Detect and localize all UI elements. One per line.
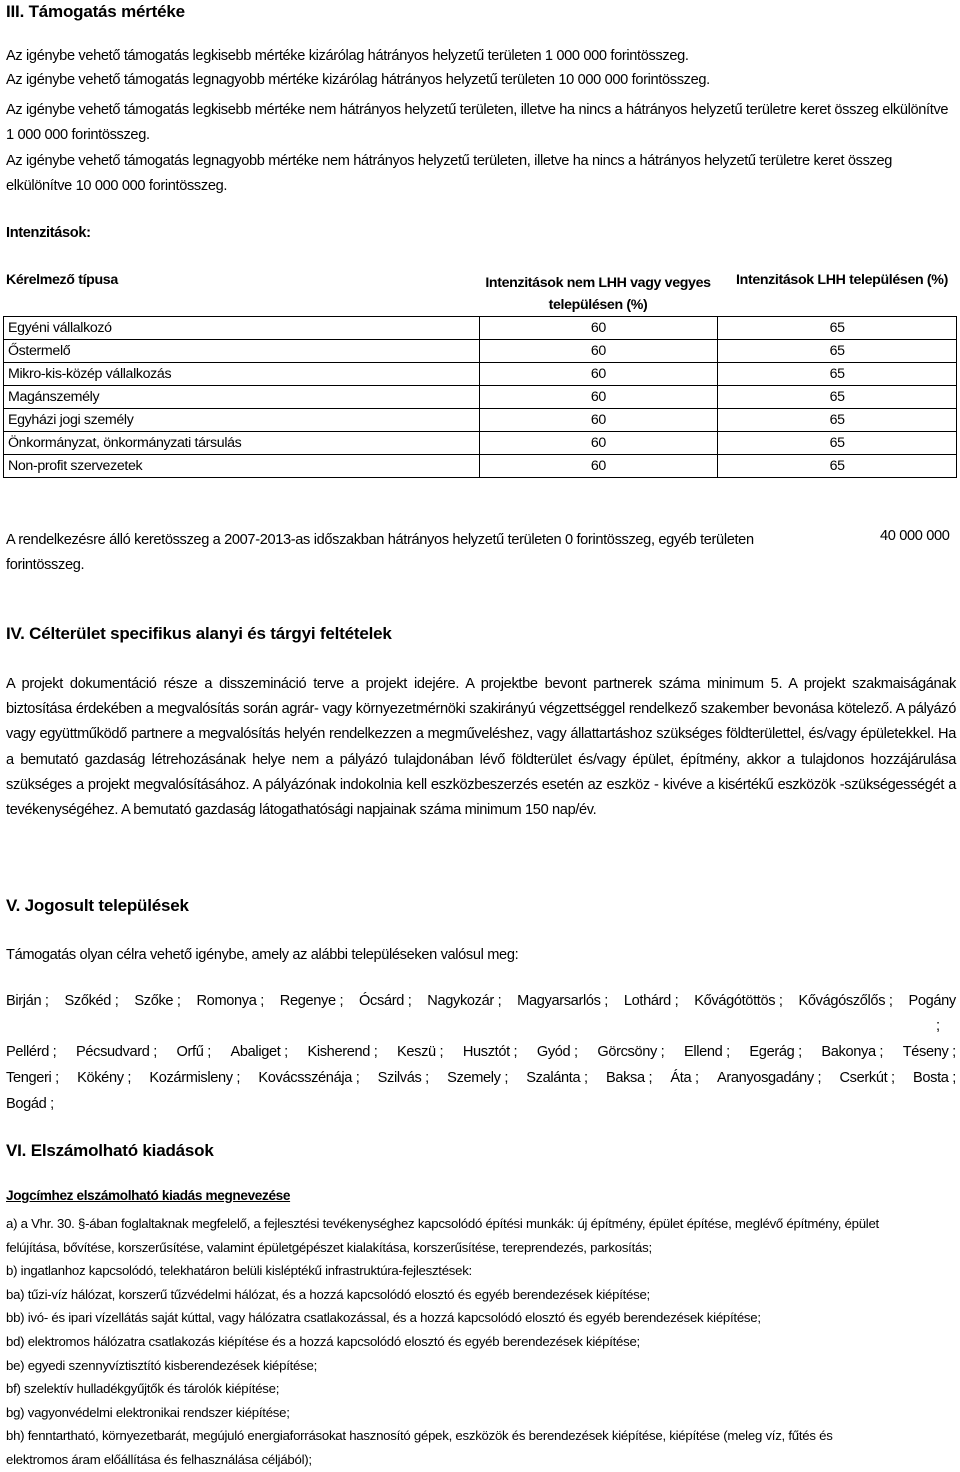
budget-amount: 40 000 000 bbox=[880, 528, 950, 544]
settlement-name: Szilvás ; bbox=[377, 1070, 429, 1086]
expense-line: felújítása, bővítése, korszerűsítése, valamint épületgépészet kialakítása, korszerűsítése, tereprendezés, parkosítás; bbox=[6, 1239, 652, 1255]
settlement-name: Pellérd ; bbox=[6, 1044, 57, 1060]
intensity-non-lhh-cell: 60 bbox=[479, 317, 718, 340]
intensity-non-lhh-cell: 60 bbox=[479, 432, 718, 455]
section-6-title: VI. Elszámolható kiadások bbox=[6, 1141, 214, 1160]
settlement-name: Ócsárd ; bbox=[359, 993, 412, 1009]
settlement-row bbox=[6, 1039, 956, 1065]
section-4-body: A projekt dokumentáció része a disszemináció terve a projekt idejére. A projektbe bevont partnerek száma minimum 5. A projekt szakmaiságának biztosítása érdekében a megvalósítás során agrár- vagy környezetmérnöki szakirányú végzettséggel rendelkező szakember bevonása kötelező. A pályázó vagy együttműködő partnere a megvalósítás helyén rendelkezzen a megműveléshez, vagy állattartáshoz szükséges földterülettel, és/vagy épületekkel. Ha a bemutató gazdaság létrehozásának helye nem a pályázó tulajdonában lévő földterület és/vagy épület, építmény, akkor a tulajdonos hozzájárulása szükséges a projekt megvalósításához. A pályázónak indokolnia kell eszközbeszerzés esetén az eszköz - kivéve a kisértékű eszközök -szükségességét a tevékenységéhez. A bemutató gazdaság látogathatósági napjainak száma minimum 150 nap/év. bbox=[6, 676, 956, 819]
settlement-list-cont bbox=[6, 1039, 956, 1117]
settlement-name: Baksa ; bbox=[605, 1070, 653, 1086]
expense-line: ba) tűzi-víz hálózat, korszerű tűzvédelmi hálózat, és a hozzá kapcsolódó elosztó és egyéb berendezések kiépítése; bbox=[6, 1286, 650, 1302]
applicant-type-cell: Magánszemély bbox=[4, 386, 480, 409]
expense-line: bf) szelektív hulladékgyűjtők és tárolók kiépítése; bbox=[6, 1381, 280, 1397]
section-5-title: V. Jogosult települések bbox=[6, 896, 189, 915]
section-3-title: III. Támogatás mértéke bbox=[6, 2, 185, 21]
settlement-name: Regenye ; bbox=[279, 993, 344, 1009]
table-row bbox=[4, 455, 957, 478]
settlement-name: Kökény ; bbox=[77, 1070, 132, 1086]
intensity-lhh-cell: 65 bbox=[718, 455, 957, 478]
intensity-lhh-cell: 65 bbox=[718, 432, 957, 455]
settlement-name: Keszü ; bbox=[397, 1044, 444, 1060]
settlement-name: Birján ; bbox=[6, 993, 49, 1009]
settlement-list bbox=[6, 988, 956, 1014]
settlement-name: Kővágótöttös ; bbox=[694, 993, 783, 1009]
intensity-table-header bbox=[0, 268, 960, 312]
header-intensity-non-lhh: Intenzitások nem LHH vagy vegyes településen (%) bbox=[485, 275, 711, 313]
table-row bbox=[4, 432, 957, 455]
settlement-name: Áta ; bbox=[670, 1070, 699, 1086]
settlement-name: Téseny ; bbox=[902, 1044, 956, 1060]
expense-line: bb) ivó- és ipari vízellátás saját kúttal, vagy hálózatra csatlakozással, és a hozzá kapcsolódó elosztó és egyéb berendezések kiépítése; bbox=[6, 1310, 761, 1326]
settlement-name: Bakonya ; bbox=[821, 1044, 884, 1060]
settlement-name: Pécsudvard ; bbox=[75, 1044, 157, 1060]
table-row bbox=[4, 363, 957, 386]
expense-line: a) a Vhr. 30. §-ában foglaltaknak megfelelő, a fejlesztési tevékenységhez kapcsolódó építési munkák: új építmény, épület építése, meglévő építmény, épület bbox=[6, 1216, 879, 1231]
settlement-name: Kovácsszénája ; bbox=[258, 1070, 360, 1086]
section-3-paragraph-1: Az igénybe vehető támogatás legkisebb mértéke kizárólag hátrányos helyzetű területen 1 000 000 forintösszeg. bbox=[6, 48, 689, 64]
settlement-name: Magyarsarlós ; bbox=[517, 993, 608, 1009]
settlement-name: Szőkéd ; bbox=[64, 993, 119, 1009]
intensity-label: Intenzitások: bbox=[6, 225, 91, 241]
settlement-name: Aranyosgadány ; bbox=[716, 1070, 822, 1086]
settlement-name: Husztót ; bbox=[462, 1044, 518, 1060]
settlement-name: Kisherend ; bbox=[307, 1044, 378, 1060]
applicant-type-cell: Önkormányzat, önkormányzati társulás bbox=[4, 432, 480, 455]
header-intensity-lhh: Intenzitások LHH településen (%) bbox=[736, 272, 948, 288]
settlement-name: Egerág ; bbox=[749, 1044, 802, 1060]
settlement-name: Szemely ; bbox=[447, 1070, 509, 1086]
intensity-non-lhh-cell: 60 bbox=[479, 409, 718, 432]
intensity-lhh-cell: 65 bbox=[718, 409, 957, 432]
settlement-name: Görcsöny ; bbox=[597, 1044, 665, 1060]
expense-list bbox=[6, 1212, 956, 1472]
applicant-type-cell: Egyéni vállalkozó bbox=[4, 317, 480, 340]
header-applicant-type: Kérelmező típusa bbox=[6, 272, 118, 288]
settlement-row bbox=[6, 1065, 956, 1091]
expense-line: elektromos áram előállítása és felhasználása céljából); bbox=[6, 1451, 312, 1467]
budget-unit: forintösszeg. bbox=[6, 557, 85, 573]
settlement-name: Ellend ; bbox=[683, 1044, 730, 1060]
intensity-lhh-cell: 65 bbox=[718, 340, 957, 363]
intensity-non-lhh-cell: 60 bbox=[479, 340, 718, 363]
applicant-type-cell: Non-profit szervezetek bbox=[4, 455, 480, 478]
expense-line: be) egyedi szennyvíztisztító kisberendezések kiépítése; bbox=[6, 1357, 317, 1373]
applicant-type-cell: Egyházi jogi személy bbox=[4, 409, 480, 432]
section-6-subtitle: Jogcímhez elszámolható kiadás megnevezése bbox=[6, 1188, 291, 1203]
settlement-name: Bogád ; bbox=[6, 1096, 54, 1112]
budget-text: A rendelkezésre álló keretösszeg a 2007-2013-as időszakban hátrányos helyzetű területen 0 forintösszeg, egyéb területen bbox=[6, 532, 754, 548]
table-row bbox=[4, 317, 957, 340]
intensity-lhh-cell: 65 bbox=[718, 317, 957, 340]
section-3-paragraph-3: Az igénybe vehető támogatás legkisebb mértéke nem hátrányos helyzetű területen, illetve ha nincs a hátrányos helyzetű területre keret összeg elkülönítve 1 000 000 forintösszeg. bbox=[6, 102, 949, 143]
settlement-row bbox=[6, 1091, 956, 1117]
table-row bbox=[4, 386, 957, 409]
dangling-semicolon: ; bbox=[936, 1018, 940, 1034]
expense-line: b) ingatlanhoz kapcsolódó, telekhatáron belüli kisléptékű infrastruktúra-fejlesztések: bbox=[6, 1263, 472, 1279]
settlement-name: Szőke ; bbox=[134, 993, 181, 1009]
settlement-name: Szalánta ; bbox=[526, 1070, 588, 1086]
applicant-type-cell: Mikro-kis-közép vállalkozás bbox=[4, 363, 480, 386]
settlement-name: Lothárd ; bbox=[623, 993, 679, 1009]
section-3-paragraph-2: Az igénybe vehető támogatás legnagyobb mértéke kizárólag hátrányos helyzetű területen 10 000 000 forintösszeg. bbox=[6, 72, 710, 88]
settlement-name: Bosta ; bbox=[912, 1070, 956, 1086]
settlement-name: Nagykozár ; bbox=[427, 993, 502, 1009]
settlement-name: Pogány bbox=[908, 993, 956, 1009]
intensity-table bbox=[3, 316, 957, 478]
intensity-non-lhh-cell: 60 bbox=[479, 363, 718, 386]
settlement-name: Gyód ; bbox=[536, 1044, 578, 1060]
expense-line: bg) vagyonvédelmi elektronikai rendszer kiépítése; bbox=[6, 1404, 290, 1420]
settlement-name: Romonya ; bbox=[196, 993, 264, 1009]
intensity-non-lhh-cell: 60 bbox=[479, 386, 718, 409]
settlement-name: Orfű ; bbox=[176, 1044, 211, 1060]
settlement-name: Abaliget ; bbox=[230, 1044, 288, 1060]
applicant-type-cell: Őstermelő bbox=[4, 340, 480, 363]
section-3-paragraph-4: Az igénybe vehető támogatás legnagyobb mértéke nem hátrányos helyzetű területen, illetve ha nincs a hátrányos helyzetű területre keret összeg elkülönítve 10 000 000 forintösszeg. bbox=[6, 153, 893, 194]
intensity-non-lhh-cell: 60 bbox=[479, 455, 718, 478]
settlement-name: Kővágószőlős ; bbox=[798, 993, 893, 1009]
settlement-row bbox=[6, 988, 956, 1014]
settlement-name: Kozármisleny ; bbox=[149, 1070, 241, 1086]
intensity-lhh-cell: 65 bbox=[718, 363, 957, 386]
intensity-table-body bbox=[4, 317, 957, 478]
table-row bbox=[4, 340, 957, 363]
settlement-name: Cserkút ; bbox=[839, 1070, 895, 1086]
section-4-title: IV. Célterület specifikus alanyi és tárgyi feltételek bbox=[6, 624, 392, 643]
settlement-name: Tengeri ; bbox=[6, 1070, 59, 1086]
table-row bbox=[4, 409, 957, 432]
section-5-intro: Támogatás olyan célra vehető igénybe, amely az alábbi településeken valósul meg: bbox=[6, 947, 519, 963]
intensity-lhh-cell: 65 bbox=[718, 386, 957, 409]
expense-line: bh) fenntartható, környezetbarát, megújuló energiaforrásokat hasznosító gépek, eszközök és berendezések kiépítése, kiépítése (meleg víz, fűtés és bbox=[6, 1428, 833, 1444]
expense-line: bd) elektromos hálózatra csatlakozás kiépítése és a hozzá kapcsolódó elosztó és egyéb berendezések kiépítése; bbox=[6, 1333, 640, 1349]
